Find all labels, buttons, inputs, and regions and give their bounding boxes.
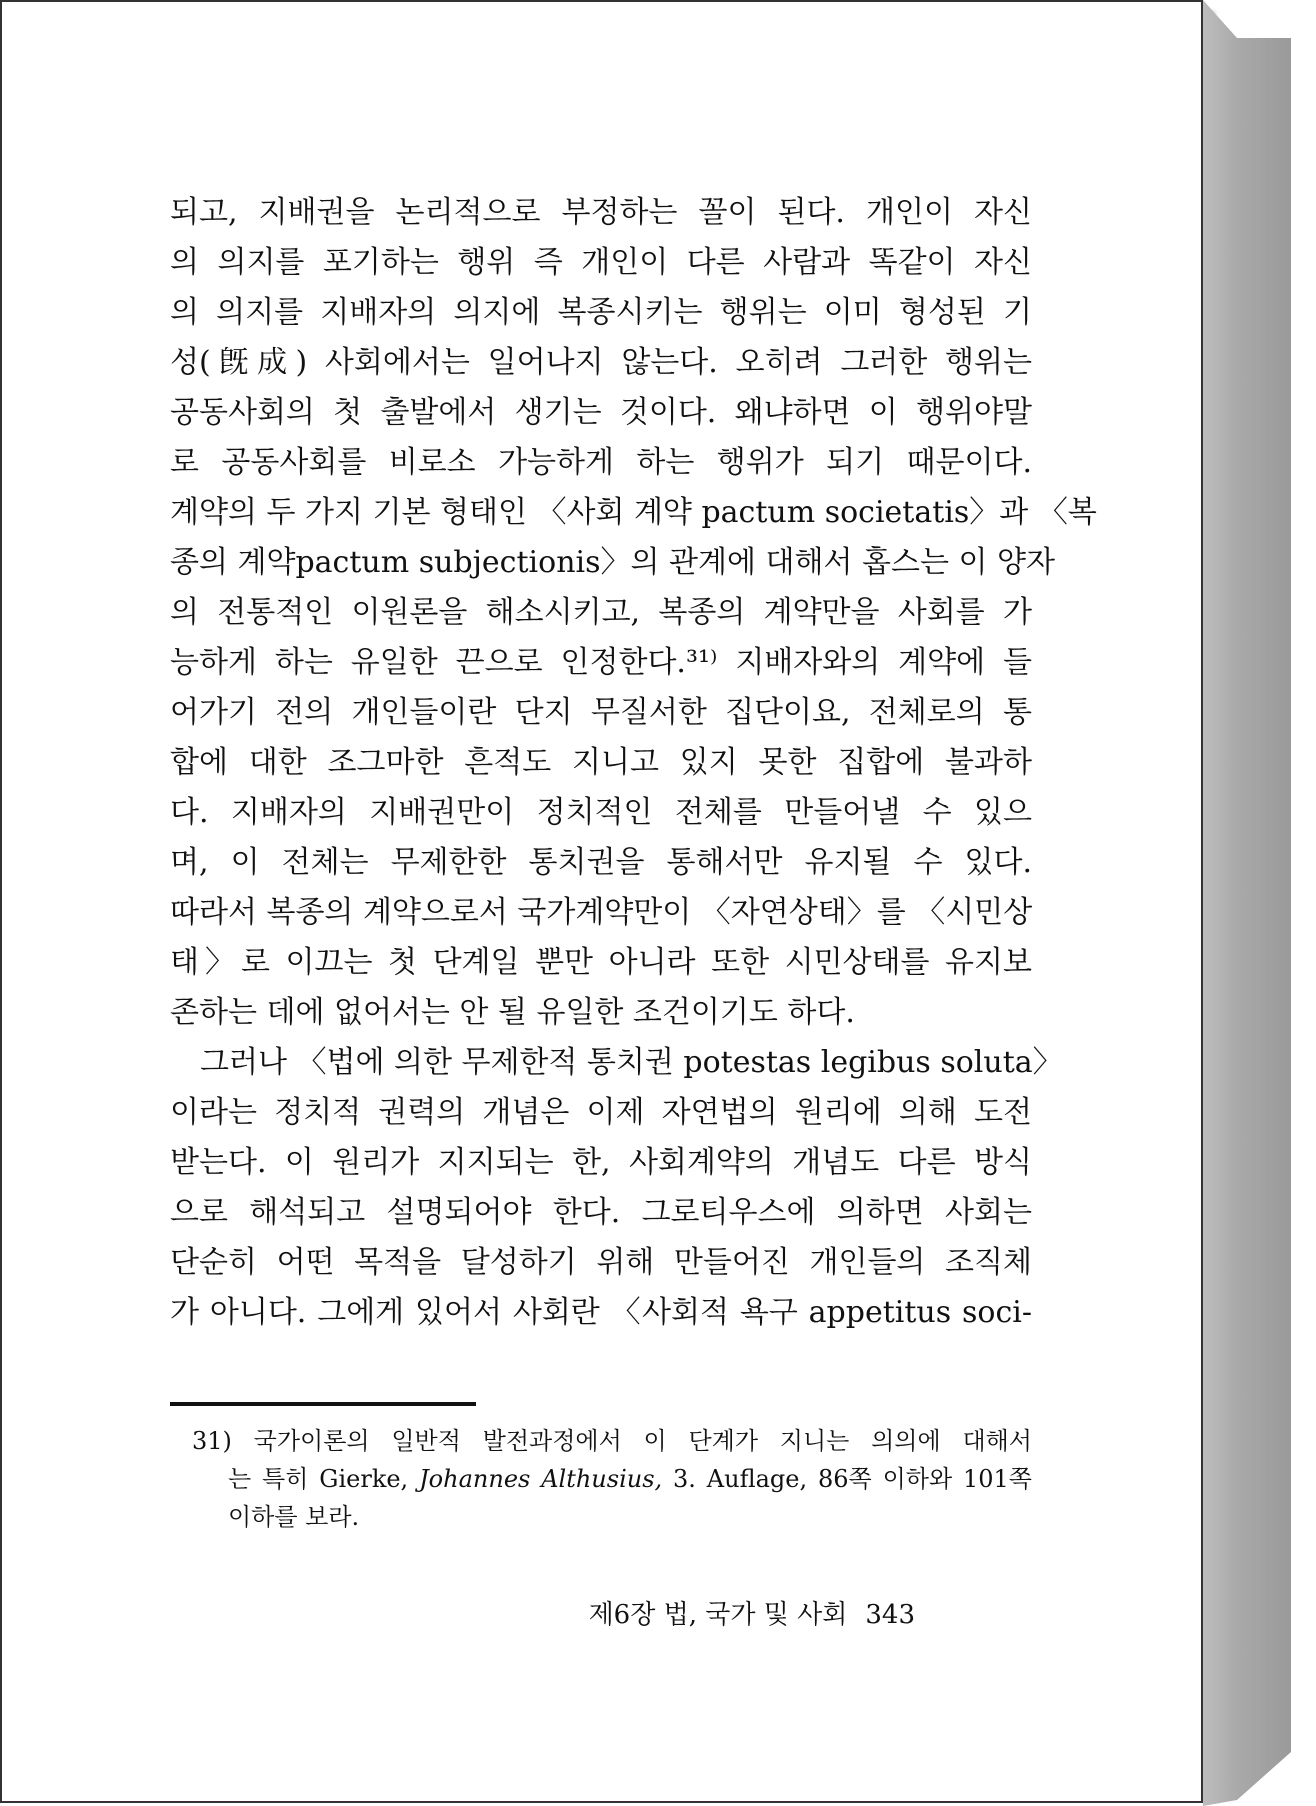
book-page-edge — [1203, 0, 1291, 1806]
body-line: 로 공동사회를 비로소 가능하게 하는 행위가 되기 때문이다. — [170, 445, 1032, 480]
body-line: 따라서 복종의 계약으로서 국가계약만이 〈자연상태〉를 〈시민상 — [170, 895, 1033, 930]
footnote-line: 31) 국가이론의 일반적 발전과정에서 이 단계가 지니는 의의에 대해서 — [192, 1427, 1032, 1455]
page-footer — [589, 1594, 915, 1631]
body-line: 받는다. 이 원리가 지지되는 한, 사회계약의 개념도 다른 방식 — [170, 1145, 1032, 1180]
footnote-book-title: Johannes Althusius, — [419, 1465, 663, 1493]
body-line: 어가기 전의 개인들이란 단지 무질서한 집단이요, 전체로의 통 — [170, 695, 1032, 730]
body-line: 계약의 두 가지 기본 형태인 〈사회 계약 pactum societatis〉과 〈복 — [170, 495, 1097, 530]
body-line: 능하게 하는 유일한 끈으로 인정한다.³¹⁾ 지배자와의 계약에 들 — [170, 645, 1032, 680]
body-line: 며, 이 전체는 무제한한 통치권을 통해서만 유지될 수 있다. — [170, 845, 1032, 880]
body-line: 이라는 정치적 권력의 개념은 이제 자연법의 원리에 의해 도전 — [170, 1095, 1032, 1130]
body-line: 존하는 데에 없어서는 안 될 유일한 조건이기도 하다. — [170, 995, 855, 1030]
body-line: 성(旣成) 사회에서는 일어나지 않는다. 오히려 그러한 행위는 — [170, 345, 1032, 380]
body-line: 의 전통적인 이원론을 해소시키고, 복종의 계약만을 사회를 가 — [170, 595, 1032, 630]
body-line: 의 의지를 지배자의 의지에 복종시키는 행위는 이미 형성된 기 — [170, 295, 1032, 330]
footnote-separator — [170, 1402, 476, 1406]
body-line: 종의 계약pactum subjectionis〉의 관계에 대해서 홉스는 이 양자 — [170, 545, 1055, 580]
body-line: 그러나 〈법에 의한 무제한적 통치권 potestas legibus soluta〉 — [200, 1045, 1063, 1080]
body-line: 태〉로 이끄는 첫 단계일 뿐만 아니라 또한 시민상태를 유지보 — [170, 945, 1032, 980]
body-line: 단순히 어떤 목적을 달성하기 위해 만들어진 개인들의 조직체 — [170, 1245, 1032, 1280]
running-head: 제6장 법, 국가 및 사회 — [588, 1600, 848, 1630]
page-number: 343 — [865, 1600, 915, 1630]
body-line: 가 아니다. 그에게 있어서 사회란 〈사회적 욕구 appetitus soci- — [170, 1295, 1032, 1330]
body-line: 되고, 지배권을 논리적으로 부정하는 꼴이 된다. 개인이 자신 — [170, 195, 1032, 230]
body-line: 합에 대한 조그마한 흔적도 지니고 있지 못한 집합에 불과하 — [170, 745, 1032, 780]
footnote-text: 는 특히 Gierke, — [228, 1465, 420, 1493]
footnote-line — [192, 1460, 1032, 1498]
footnote — [192, 1422, 1032, 1536]
body-line: 공동사회의 첫 출발에서 생기는 것이다. 왜냐하면 이 행위야말 — [170, 395, 1032, 430]
body-line: 다. 지배자의 지배권만이 정치적인 전체를 만들어낼 수 있으 — [170, 795, 1032, 830]
body-line: 의 의지를 포기하는 행위 즉 개인이 다른 사람과 똑같이 자신 — [170, 245, 1032, 280]
body-text — [170, 188, 1097, 1338]
body-line: 으로 해석되고 설명되어야 한다. 그로티우스에 의하면 사회는 — [170, 1195, 1032, 1230]
footnote-line: 이하를 보라. — [228, 1503, 360, 1531]
footnote-text: 3. Auflage, 86쪽 이하와 101쪽 — [662, 1465, 1032, 1493]
